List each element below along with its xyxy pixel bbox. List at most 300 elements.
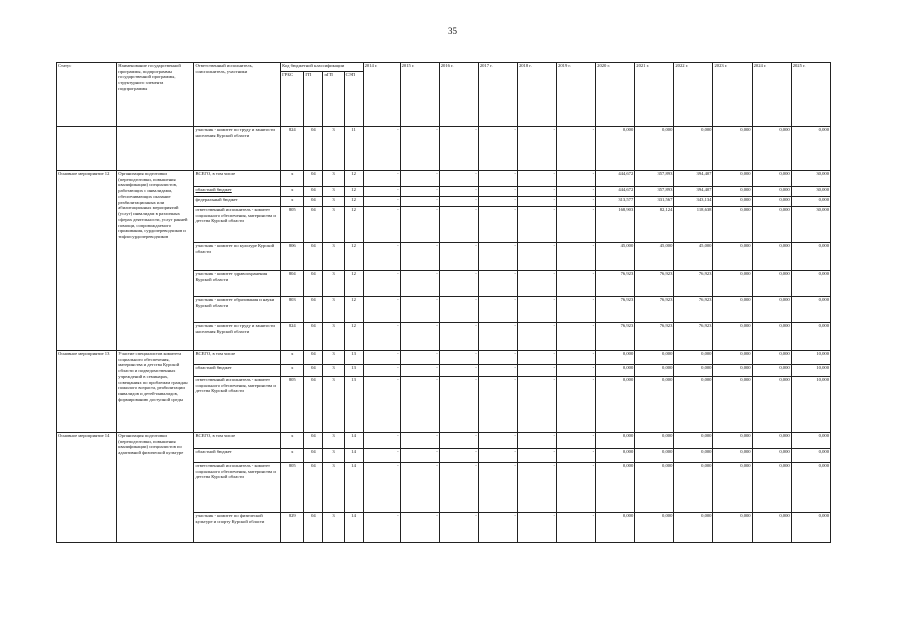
cell-value: 0,000 bbox=[713, 207, 752, 243]
cell-code: 04 bbox=[304, 323, 323, 351]
cell-empty-year: - bbox=[363, 171, 400, 187]
cell-name: Участие специалистов комитета социального обеспечения, материнства и детства Курской области и подведомственных учреждений в семинарах, совещаниях по проблемам граждан пожилого возраста, реабилитации инвалидов и детей-инвалидов, формированию доступной среды bbox=[117, 351, 194, 433]
header-code-pgp: пГП bbox=[323, 72, 344, 127]
cell-code: 803 bbox=[281, 297, 304, 323]
header-code-gp: ГП bbox=[304, 72, 323, 127]
cell-code: 3 bbox=[323, 243, 344, 271]
cell-value: 0,000 bbox=[674, 433, 713, 449]
cell-executor: областной бюджет bbox=[194, 365, 281, 377]
cell-executor: участник - комитет по культуре Курской области bbox=[194, 243, 281, 271]
cell-empty-year: - bbox=[363, 127, 400, 171]
cell-executor: областной бюджет bbox=[194, 187, 281, 197]
header-year: 2016 г. bbox=[439, 63, 478, 127]
cell-executor: ВСЕГО, в том числе bbox=[194, 433, 281, 449]
cell-value: 30,000 bbox=[791, 187, 830, 197]
cell-empty-year: - bbox=[363, 463, 400, 513]
cell-empty-year: - bbox=[400, 323, 439, 351]
cell-empty-year: - bbox=[439, 463, 478, 513]
cell-value: 0,000 bbox=[791, 463, 830, 513]
header-status: Статус bbox=[57, 63, 117, 127]
cell-empty-year: - bbox=[557, 323, 596, 351]
cell-executor: областной бюджет bbox=[194, 449, 281, 463]
cell-code: x bbox=[281, 365, 304, 377]
cell-code: 13 bbox=[344, 377, 363, 433]
cell-value: 10,000 bbox=[791, 377, 830, 433]
cell-empty-year: - bbox=[478, 187, 517, 197]
cell-name: Организация подготовки (переподготовки, повышения квалификации) специалистов по адаптивной физической культуре bbox=[117, 433, 194, 543]
cell-value: 0,000 bbox=[713, 197, 752, 207]
cell-code: 04 bbox=[304, 449, 323, 463]
cell-value: 0,000 bbox=[674, 377, 713, 433]
cell-empty-year: - bbox=[478, 297, 517, 323]
cell-value: 0,000 bbox=[752, 513, 791, 543]
cell-empty-year: - bbox=[517, 171, 556, 187]
cell-code: x bbox=[281, 187, 304, 197]
cell-code: 805 bbox=[281, 463, 304, 513]
cell-empty-year: - bbox=[439, 377, 478, 433]
cell-status: Основное мероприятие 14 bbox=[57, 433, 117, 543]
cell-value: 0,000 bbox=[635, 127, 674, 171]
cell-value: 444,672 bbox=[596, 187, 635, 197]
cell-value: 0,000 bbox=[713, 187, 752, 197]
cell-empty-year: - bbox=[400, 271, 439, 297]
cell-value: 0,000 bbox=[752, 463, 791, 513]
cell-code: 12 bbox=[344, 323, 363, 351]
cell-empty-year: - bbox=[439, 433, 478, 449]
cell-value: 0,000 bbox=[596, 463, 635, 513]
cell-value: 357,893 bbox=[635, 171, 674, 187]
cell-code: x bbox=[281, 449, 304, 463]
cell-code: 04 bbox=[304, 207, 323, 243]
header-code-sep: СЭП bbox=[344, 72, 363, 127]
cell-value: 0,000 bbox=[713, 377, 752, 433]
cell-code: 14 bbox=[344, 433, 363, 449]
cell-value: 45,000 bbox=[635, 243, 674, 271]
cell-empty-year: - bbox=[363, 377, 400, 433]
cell-empty-year: - bbox=[439, 297, 478, 323]
cell-value: 45,000 bbox=[674, 243, 713, 271]
cell-value: 0,000 bbox=[635, 513, 674, 543]
cell-empty-year: - bbox=[478, 365, 517, 377]
cell-empty-year: - bbox=[557, 197, 596, 207]
cell-empty-year: - bbox=[439, 127, 478, 171]
cell-code: 3 bbox=[323, 323, 344, 351]
cell-empty-year: - bbox=[363, 449, 400, 463]
cell-code: 3 bbox=[323, 377, 344, 433]
cell-empty-year: - bbox=[478, 127, 517, 171]
cell-empty-year: - bbox=[363, 197, 400, 207]
cell-code: 04 bbox=[304, 297, 323, 323]
cell-code: 13 bbox=[344, 351, 363, 365]
cell-empty-year: - bbox=[478, 463, 517, 513]
cell-code: 11 bbox=[344, 127, 363, 171]
cell-value: 0,000 bbox=[713, 323, 752, 351]
cell-executor: участник - комитет по физической культуре и спорту Курской области bbox=[194, 513, 281, 543]
table-row bbox=[57, 433, 831, 449]
cell-code: 12 bbox=[344, 197, 363, 207]
cell-value: 0,000 bbox=[596, 377, 635, 433]
cell-empty-year: - bbox=[400, 187, 439, 197]
cell-empty-year: - bbox=[439, 513, 478, 543]
cell-value: 0,000 bbox=[674, 513, 713, 543]
cell-executor: ответственный исполнитель - комитет социального обеспечения, материнства и детства Курской области bbox=[194, 463, 281, 513]
header-executor: Ответственный исполнитель, соисполнитель, участники bbox=[194, 63, 281, 127]
cell-value: 0,000 bbox=[674, 463, 713, 513]
cell-empty-year: - bbox=[557, 449, 596, 463]
cell-empty-year: - bbox=[400, 513, 439, 543]
cell-value: 444,672 bbox=[596, 171, 635, 187]
cell-empty-year: - bbox=[363, 433, 400, 449]
cell-value: 0,000 bbox=[713, 351, 752, 365]
cell-empty-year: - bbox=[478, 433, 517, 449]
cell-value: 0,000 bbox=[791, 271, 830, 297]
cell-empty-year: - bbox=[363, 323, 400, 351]
table-body bbox=[57, 127, 831, 543]
header-year: 2020 г. bbox=[596, 63, 635, 127]
cell-value: 0,000 bbox=[791, 323, 830, 351]
cell-empty-year: - bbox=[557, 463, 596, 513]
header-code-grbs: ГРБС bbox=[281, 72, 304, 127]
cell-code: 3 bbox=[323, 513, 344, 543]
cell-code: 04 bbox=[304, 433, 323, 449]
cell-status: Основное мероприятие 12 bbox=[57, 171, 117, 351]
cell-value: 0,000 bbox=[752, 187, 791, 197]
cell-value: 45,000 bbox=[596, 243, 635, 271]
cell-value: 76,923 bbox=[596, 297, 635, 323]
cell-value: 0,000 bbox=[752, 365, 791, 377]
cell-empty-year: - bbox=[363, 365, 400, 377]
cell-code: 824 bbox=[281, 323, 304, 351]
cell-code: 12 bbox=[344, 297, 363, 323]
cell-code: 04 bbox=[304, 463, 323, 513]
page-number: 35 bbox=[448, 26, 457, 36]
cell-empty-year: - bbox=[517, 351, 556, 365]
cell-value: 0,000 bbox=[674, 351, 713, 365]
cell-empty-year: - bbox=[517, 207, 556, 243]
cell-empty-year: - bbox=[517, 433, 556, 449]
cell-name bbox=[117, 127, 194, 171]
cell-code: 04 bbox=[304, 351, 323, 365]
cell-code: 12 bbox=[344, 171, 363, 187]
cell-code: 804 bbox=[281, 271, 304, 297]
cell-empty-year: - bbox=[439, 351, 478, 365]
cell-executor: участник - комитет по труду и занятости населения Курской области bbox=[194, 323, 281, 351]
cell-executor: ВСЕГО, в том числе bbox=[194, 171, 281, 187]
header-year: 2014 г. bbox=[363, 63, 400, 127]
cell-value: 0,000 bbox=[752, 127, 791, 171]
cell-empty-year: - bbox=[439, 323, 478, 351]
cell-code: 3 bbox=[323, 197, 344, 207]
budget-table bbox=[56, 62, 831, 543]
cell-value: 30,000 bbox=[791, 207, 830, 243]
cell-code: 12 bbox=[344, 243, 363, 271]
cell-empty-year: - bbox=[557, 171, 596, 187]
cell-value: 0,000 bbox=[596, 449, 635, 463]
cell-code: 04 bbox=[304, 271, 323, 297]
cell-empty-year: - bbox=[478, 449, 517, 463]
cell-empty-year: - bbox=[400, 297, 439, 323]
cell-empty-year: - bbox=[363, 297, 400, 323]
cell-value: 10,000 bbox=[791, 365, 830, 377]
cell-empty-year: - bbox=[400, 197, 439, 207]
cell-empty-year: - bbox=[363, 351, 400, 365]
cell-value: 0,000 bbox=[752, 377, 791, 433]
cell-empty-year: - bbox=[400, 463, 439, 513]
cell-code: 14 bbox=[344, 463, 363, 513]
cell-value: 0,000 bbox=[713, 127, 752, 171]
cell-value: 0,000 bbox=[596, 365, 635, 377]
cell-code: 3 bbox=[323, 463, 344, 513]
cell-empty-year: - bbox=[439, 171, 478, 187]
cell-empty-year: - bbox=[557, 243, 596, 271]
cell-empty-year: - bbox=[517, 377, 556, 433]
cell-empty-year: - bbox=[557, 513, 596, 543]
cell-code: 14 bbox=[344, 513, 363, 543]
cell-empty-year: - bbox=[363, 513, 400, 543]
cell-code: 3 bbox=[323, 433, 344, 449]
cell-value: 0,000 bbox=[713, 365, 752, 377]
cell-value: 0,000 bbox=[752, 197, 791, 207]
cell-empty-year: - bbox=[400, 127, 439, 171]
cell-empty-year: - bbox=[517, 513, 556, 543]
cell-empty-year: - bbox=[478, 513, 517, 543]
cell-empty-year: - bbox=[439, 449, 478, 463]
cell-code: 04 bbox=[304, 187, 323, 197]
cell-empty-year: - bbox=[557, 365, 596, 377]
cell-code: 3 bbox=[323, 365, 344, 377]
cell-value: 118,638 bbox=[674, 207, 713, 243]
cell-code: 805 bbox=[281, 207, 304, 243]
cell-empty-year: - bbox=[363, 207, 400, 243]
cell-value: 0,000 bbox=[713, 243, 752, 271]
cell-value: 0,000 bbox=[791, 449, 830, 463]
cell-value: 0,000 bbox=[752, 297, 791, 323]
cell-value: 0,000 bbox=[713, 513, 752, 543]
cell-value: 168,903 bbox=[596, 207, 635, 243]
cell-empty-year: - bbox=[363, 187, 400, 197]
cell-empty-year: - bbox=[363, 243, 400, 271]
header-year: 2024 г. bbox=[752, 63, 791, 127]
cell-empty-year: - bbox=[517, 297, 556, 323]
cell-empty-year: - bbox=[557, 377, 596, 433]
cell-empty-year: - bbox=[478, 351, 517, 365]
cell-value: 76,923 bbox=[635, 297, 674, 323]
cell-empty-year: - bbox=[439, 271, 478, 297]
cell-code: x bbox=[281, 433, 304, 449]
cell-value: 357,893 bbox=[635, 187, 674, 197]
cell-name: Организация подготовки (переподготовки, повышения квалификации) специалистов, работающих с инвалидами, обеспечивающих оказание реабилитационных или абилитационных мероприятий (услуг) инвалидам в различных сферах деятельности, услуг ранней помощи, сопровождаемого проживания, сурдопереводчиков и тифлосурдопереводчиков bbox=[117, 171, 194, 351]
cell-value: 0,000 bbox=[752, 271, 791, 297]
cell-value: 0,000 bbox=[596, 513, 635, 543]
cell-empty-year: - bbox=[557, 351, 596, 365]
cell-value: 0,000 bbox=[635, 449, 674, 463]
header-budget-code: Код бюджетной классификации bbox=[281, 63, 363, 72]
cell-code: 3 bbox=[323, 127, 344, 171]
cell-value: 0,000 bbox=[713, 433, 752, 449]
cell-value: 0,000 bbox=[596, 351, 635, 365]
header-year: 2017 г. bbox=[478, 63, 517, 127]
cell-value: 0,000 bbox=[752, 207, 791, 243]
cell-value: 0,000 bbox=[752, 171, 791, 187]
cell-executor: участник - комитет по труду и занятости населения Курской области bbox=[194, 127, 281, 171]
cell-value: 313,577 bbox=[596, 197, 635, 207]
cell-code: 3 bbox=[323, 171, 344, 187]
cell-value: 82,124 bbox=[635, 207, 674, 243]
cell-code: 3 bbox=[323, 449, 344, 463]
cell-empty-year: - bbox=[478, 207, 517, 243]
cell-empty-year: - bbox=[478, 197, 517, 207]
cell-code: 14 bbox=[344, 449, 363, 463]
cell-code: 805 bbox=[281, 377, 304, 433]
cell-value: 0,000 bbox=[635, 433, 674, 449]
cell-value: 394,407 bbox=[674, 187, 713, 197]
cell-code: 3 bbox=[323, 271, 344, 297]
cell-value: 0,000 bbox=[635, 463, 674, 513]
cell-empty-year: - bbox=[400, 377, 439, 433]
cell-code: 04 bbox=[304, 513, 323, 543]
cell-value: 76,923 bbox=[674, 271, 713, 297]
cell-code: 04 bbox=[304, 197, 323, 207]
cell-empty-year: - bbox=[439, 197, 478, 207]
cell-code: 3 bbox=[323, 187, 344, 197]
cell-code: x bbox=[281, 171, 304, 187]
cell-value: 0,000 bbox=[752, 243, 791, 271]
cell-empty-year: - bbox=[439, 243, 478, 271]
cell-code: 3 bbox=[323, 351, 344, 365]
header-year: 2019 г. bbox=[557, 63, 596, 127]
cell-empty-year: - bbox=[363, 271, 400, 297]
cell-empty-year: - bbox=[400, 243, 439, 271]
cell-empty-year: - bbox=[517, 197, 556, 207]
cell-code: 3 bbox=[323, 297, 344, 323]
cell-empty-year: - bbox=[478, 271, 517, 297]
cell-empty-year: - bbox=[557, 297, 596, 323]
cell-code: 829 bbox=[281, 513, 304, 543]
cell-empty-year: - bbox=[478, 243, 517, 271]
header-year: 2021 г. bbox=[635, 63, 674, 127]
cell-value: 394,407 bbox=[674, 171, 713, 187]
cell-value: 0,000 bbox=[674, 449, 713, 463]
cell-value: 0,000 bbox=[674, 365, 713, 377]
cell-value: 10,000 bbox=[791, 351, 830, 365]
cell-code: x bbox=[281, 351, 304, 365]
cell-value: 0,000 bbox=[596, 127, 635, 171]
cell-empty-year: - bbox=[557, 271, 596, 297]
cell-value: 76,923 bbox=[596, 271, 635, 297]
cell-value: 0,000 bbox=[713, 171, 752, 187]
cell-executor: ответственный исполнитель - комитет социального обеспечения, материнства и детства Курской области bbox=[194, 207, 281, 243]
cell-executor: ответственный исполнитель - комитет социального обеспечения, материнства и детства Курской области bbox=[194, 377, 281, 433]
cell-code: 04 bbox=[304, 127, 323, 171]
cell-empty-year: - bbox=[478, 377, 517, 433]
cell-value: 331,567 bbox=[635, 197, 674, 207]
header-year: 2025 г. bbox=[791, 63, 830, 127]
cell-empty-year: - bbox=[517, 187, 556, 197]
cell-empty-year: - bbox=[400, 433, 439, 449]
cell-status bbox=[57, 127, 117, 171]
cell-code: 824 bbox=[281, 127, 304, 171]
cell-empty-year: - bbox=[400, 171, 439, 187]
header-year: 2022 г. bbox=[674, 63, 713, 127]
cell-code: 806 bbox=[281, 243, 304, 271]
cell-empty-year: - bbox=[517, 463, 556, 513]
cell-value: 76,923 bbox=[596, 323, 635, 351]
cell-empty-year: - bbox=[478, 171, 517, 187]
header-name: Наименование государственной программы, подпрограммы государственной программы, структурного элемента подпрограммы bbox=[117, 63, 194, 127]
cell-code: x bbox=[281, 197, 304, 207]
cell-value: 76,923 bbox=[674, 323, 713, 351]
cell-code: 04 bbox=[304, 243, 323, 271]
cell-empty-year: - bbox=[478, 323, 517, 351]
cell-empty-year: - bbox=[517, 127, 556, 171]
cell-code: 3 bbox=[323, 207, 344, 243]
cell-code: 13 bbox=[344, 365, 363, 377]
table-row bbox=[57, 127, 831, 171]
cell-value: 0,000 bbox=[791, 197, 830, 207]
cell-empty-year: - bbox=[439, 207, 478, 243]
cell-empty-year: - bbox=[517, 271, 556, 297]
cell-value: 0,000 bbox=[674, 127, 713, 171]
cell-empty-year: - bbox=[400, 207, 439, 243]
cell-empty-year: - bbox=[400, 351, 439, 365]
cell-code: 12 bbox=[344, 187, 363, 197]
cell-value: 0,000 bbox=[791, 127, 830, 171]
cell-value: 0,000 bbox=[713, 463, 752, 513]
header-year: 2015 г. bbox=[400, 63, 439, 127]
cell-value: 0,000 bbox=[752, 433, 791, 449]
cell-empty-year: - bbox=[439, 365, 478, 377]
cell-value: 0,000 bbox=[791, 513, 830, 543]
cell-empty-year: - bbox=[557, 433, 596, 449]
table-row bbox=[57, 351, 831, 365]
cell-value: 343,134 bbox=[674, 197, 713, 207]
cell-value: 0,000 bbox=[713, 297, 752, 323]
cell-executor: ВСЕГО, в том числе bbox=[194, 351, 281, 365]
cell-value: 30,000 bbox=[791, 171, 830, 187]
cell-value: 0,000 bbox=[713, 271, 752, 297]
cell-empty-year: - bbox=[400, 449, 439, 463]
cell-empty-year: - bbox=[517, 365, 556, 377]
cell-value: 0,000 bbox=[713, 449, 752, 463]
cell-value: 0,000 bbox=[596, 433, 635, 449]
cell-code: 12 bbox=[344, 207, 363, 243]
cell-executor: участник - комитет образования и науки Курской области bbox=[194, 297, 281, 323]
header-year: 2018 г. bbox=[517, 63, 556, 127]
cell-empty-year: - bbox=[400, 365, 439, 377]
cell-empty-year: - bbox=[439, 187, 478, 197]
cell-empty-year: - bbox=[517, 243, 556, 271]
header-row-top bbox=[57, 63, 831, 72]
cell-empty-year: - bbox=[517, 323, 556, 351]
cell-value: 0,000 bbox=[635, 377, 674, 433]
cell-empty-year: - bbox=[557, 207, 596, 243]
cell-executor: федеральный бюджет bbox=[194, 197, 281, 207]
cell-empty-year: - bbox=[517, 449, 556, 463]
cell-value: 0,000 bbox=[791, 243, 830, 271]
cell-empty-year: - bbox=[557, 127, 596, 171]
cell-code: 04 bbox=[304, 365, 323, 377]
cell-code: 12 bbox=[344, 271, 363, 297]
table-row bbox=[57, 171, 831, 187]
cell-value: 0,000 bbox=[752, 449, 791, 463]
cell-value: 0,000 bbox=[635, 351, 674, 365]
cell-value: 0,000 bbox=[635, 365, 674, 377]
cell-code: 04 bbox=[304, 171, 323, 187]
cell-empty-year: - bbox=[557, 187, 596, 197]
cell-status: Основное мероприятие 13 bbox=[57, 351, 117, 433]
header-year: 2023 г. bbox=[713, 63, 752, 127]
cell-value: 0,000 bbox=[791, 433, 830, 449]
